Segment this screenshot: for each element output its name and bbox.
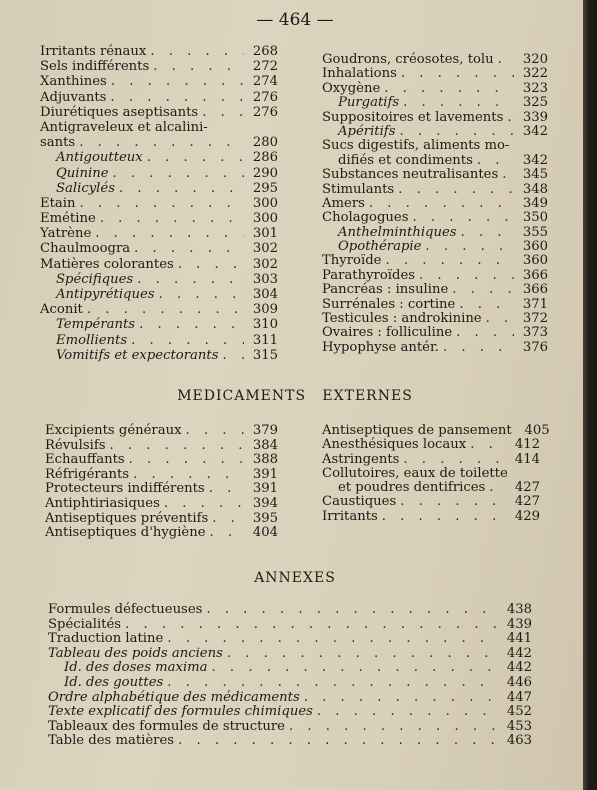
- toc-entry-label: Suppositoires et lavements: [322, 109, 504, 125]
- toc-entry-label: Emollients: [56, 332, 128, 348]
- toc-entry: [45, 424, 278, 439]
- toc-entry: [40, 272, 278, 287]
- toc-entry: [48, 661, 532, 676]
- toc-entry-label: Antiseptiques d'hygiène: [45, 525, 206, 541]
- toc-entry-label: Diurétiques aseptisants: [40, 104, 199, 120]
- dot-leader: [403, 96, 514, 110]
- toc-entry-label: Collutoires, eaux de toilette: [322, 465, 508, 481]
- toc-entry: [48, 676, 532, 691]
- toc-entry-label: Cholagogues: [322, 210, 409, 226]
- toc-entry-page: 360: [522, 253, 548, 269]
- toc-entry-label: Caustiques: [322, 494, 397, 510]
- toc-entry: [322, 298, 548, 312]
- dot-leader: [369, 197, 514, 211]
- dot-leader: [399, 125, 514, 139]
- dot-leader: [178, 257, 244, 272]
- toc-entry: [40, 44, 278, 59]
- toc-entry-page: 315: [252, 347, 278, 363]
- toc-entry-page: 342: [522, 152, 548, 168]
- toc-entry-label: Tableaux des formules de structure: [48, 718, 285, 734]
- toc-entry-page: 391: [252, 481, 278, 497]
- dot-leader: [100, 211, 244, 226]
- dot-leader: [477, 154, 514, 168]
- toc-entry-label: sants: [40, 135, 76, 151]
- toc-entry: [40, 333, 278, 348]
- dot-leader: [304, 691, 498, 706]
- dot-leader: [413, 211, 515, 225]
- toc-entry-label: et poudres dentifrices: [338, 480, 486, 496]
- toc-entry: [40, 257, 278, 272]
- toc-entry-label: Traduction latine: [48, 631, 164, 647]
- toc-column-internal-left: [40, 44, 278, 363]
- toc-entry-page: 373: [522, 325, 548, 341]
- toc-entry-label: Tableau des poids anciens: [48, 645, 223, 661]
- toc-entry: [40, 348, 278, 363]
- toc-entry-label: Stimulants: [322, 181, 395, 197]
- toc-entry-page: 350: [522, 210, 548, 226]
- toc-entry: [322, 438, 540, 452]
- toc-entry-label: Réfrigérants: [45, 466, 130, 482]
- toc-entry-page: 325: [522, 95, 548, 111]
- toc-entry-label: Astringents: [322, 451, 400, 467]
- toc-entry-label: Table des matières: [48, 733, 175, 749]
- toc-entry: [322, 341, 548, 355]
- toc-entry: [322, 211, 548, 225]
- toc-entry-label: Etain: [40, 195, 76, 211]
- toc-entry-page: 360: [522, 239, 548, 255]
- toc-entry: [322, 254, 548, 268]
- toc-entry-page: 309: [252, 302, 278, 318]
- toc-entry-page: 366: [522, 282, 548, 298]
- toc-entry-page: 302: [252, 256, 278, 272]
- dot-leader: [401, 67, 514, 81]
- toc-entry-label: Antipyrétiques: [56, 287, 155, 302]
- toc-entry-label: Opothérapie: [338, 239, 422, 255]
- dot-leader: [443, 341, 514, 355]
- dot-leader: [110, 90, 244, 105]
- toc-entry-label: Spécialités: [48, 616, 122, 632]
- toc-entry-page: 447: [506, 689, 532, 705]
- dot-leader: [385, 254, 514, 268]
- toc-entry: [322, 240, 548, 254]
- toc-entry-page: 348: [522, 181, 548, 197]
- toc-entry-label: Anesthésiques locaux: [322, 437, 467, 453]
- toc-entry-label: Vomitifs et expectorants: [56, 347, 219, 363]
- toc-entry: [322, 139, 548, 153]
- dot-leader: [164, 497, 244, 512]
- dot-leader: [113, 166, 244, 181]
- toc-entry-label: Texte explicatif des formules chimiques: [48, 704, 313, 720]
- dot-leader: [486, 312, 514, 326]
- toc-entry: [48, 647, 532, 662]
- dot-leader: [222, 348, 244, 363]
- toc-entry: [322, 125, 548, 139]
- dot-leader: [167, 632, 498, 647]
- toc-entry-page: 310: [252, 317, 278, 333]
- toc-entry-page: 300: [252, 195, 278, 211]
- toc-entry: [322, 53, 548, 67]
- toc-entry-label: Irritants: [322, 508, 378, 524]
- toc-entry-page: 355: [522, 224, 548, 240]
- toc-entry: [322, 481, 540, 495]
- toc-entry: [45, 453, 278, 468]
- toc-entry-page: 388: [252, 452, 278, 468]
- dot-leader: [425, 240, 514, 254]
- toc-entry: [40, 90, 278, 105]
- toc-entry-label: Pancréas : insuline: [322, 282, 449, 298]
- dot-leader: [212, 661, 498, 676]
- toc-entry: [48, 632, 532, 647]
- toc-entry-page: 304: [252, 287, 278, 302]
- toc-entry-label: Goudrons, créosotes, tolu: [322, 52, 494, 67]
- dot-leader: [95, 226, 244, 241]
- dot-leader: [125, 618, 498, 633]
- toc-entry-page: 301: [252, 226, 278, 242]
- dot-leader: [489, 481, 506, 495]
- toc-entry: [322, 312, 548, 326]
- dot-leader: [137, 272, 244, 287]
- toc-entry-label: Amers: [322, 195, 365, 211]
- toc-entry-page: 404: [252, 525, 278, 541]
- toc-entry-label: Thyroïde: [322, 253, 382, 269]
- toc-entry: [322, 453, 540, 467]
- dot-leader: [212, 512, 244, 527]
- toc-entry: [45, 468, 278, 483]
- toc-entry-page: 427: [514, 494, 540, 510]
- toc-column-external-right: [322, 423, 550, 524]
- dot-leader: [384, 82, 514, 96]
- toc-entry-label: Yatrène: [40, 226, 92, 242]
- dot-leader: [507, 111, 514, 125]
- dot-leader: [209, 482, 244, 497]
- toc-entry-page: 295: [252, 180, 278, 196]
- dot-leader: [150, 44, 244, 59]
- dot-leader: [210, 526, 244, 541]
- toc-entry: [322, 82, 548, 96]
- toc-entry: [48, 734, 532, 749]
- toc-entry: [48, 691, 532, 706]
- toc-entry: [40, 181, 278, 196]
- dot-leader: [119, 181, 244, 196]
- toc-entry-page: 320: [522, 52, 548, 67]
- toc-entry: [322, 154, 548, 168]
- toc-entry: [322, 423, 550, 438]
- toc-entry-label: Parathyroïdes: [322, 267, 416, 283]
- toc-entry-page: 429: [514, 508, 540, 524]
- dot-leader: [419, 269, 514, 283]
- toc-entry: [322, 111, 548, 125]
- toc-entry: [48, 618, 532, 633]
- page-number: — 464 —: [256, 10, 334, 30]
- toc-column-internal-right: [322, 53, 548, 355]
- toc-entry-page: 286: [252, 150, 278, 166]
- toc-entry-page: 441: [506, 631, 532, 647]
- toc-entry-label: difiés et condiments: [338, 152, 473, 168]
- toc-entry-label: Sucs digestifs, aliments mo-: [322, 138, 510, 154]
- toc-entry-page: 463: [506, 733, 532, 749]
- toc-entry: [40, 59, 278, 74]
- dot-leader: [80, 196, 245, 211]
- toc-entry-page: 345: [522, 167, 548, 183]
- toc-entry-page: 442: [506, 645, 532, 661]
- toc-entry-page: 276: [252, 104, 278, 120]
- dot-leader: [134, 241, 244, 256]
- toc-entry-page: 311: [252, 332, 278, 348]
- dot-leader: [456, 326, 514, 340]
- toc-entry: [322, 226, 548, 240]
- dot-leader: [502, 168, 514, 182]
- toc-entry-page: 384: [252, 437, 278, 453]
- toc-entry-page: 379: [252, 423, 278, 438]
- toc-entry-page: 323: [522, 80, 548, 96]
- toc-entry-page: 342: [522, 123, 548, 139]
- toc-entry-label: Antiseptiques préventifs: [45, 510, 209, 526]
- toc-entry: [40, 135, 278, 150]
- toc-entry-label: Spécifiques: [56, 271, 134, 287]
- toc-entry-label: Echauffants: [45, 452, 125, 468]
- toc-entry: [322, 96, 548, 110]
- toc-entry-page: 395: [252, 510, 278, 526]
- toc-entry-page: 452: [506, 704, 532, 720]
- toc-entry-label: Quinine: [56, 165, 109, 181]
- dot-leader: [159, 287, 244, 302]
- toc-entry: [48, 705, 532, 720]
- toc-entry-label: Salicylés: [56, 180, 115, 196]
- toc-entry: [322, 510, 540, 524]
- dot-leader: [461, 226, 514, 240]
- toc-entry: [45, 526, 278, 541]
- toc-entry: [322, 183, 548, 197]
- dot-leader: [147, 150, 244, 165]
- dot-leader: [186, 424, 244, 439]
- dot-leader: [498, 53, 514, 67]
- toc-entry-label: Apéritifs: [338, 123, 396, 139]
- toc-entry-label: Id. des gouttes: [64, 674, 164, 690]
- toc-entry-label: Antigoutteux: [56, 150, 143, 166]
- toc-entry-page: 442: [506, 660, 532, 676]
- toc-entry-page: 371: [522, 296, 548, 312]
- toc-entry-label: Sels indifférents: [40, 59, 150, 75]
- toc-entry-label: Aconit: [40, 302, 83, 318]
- dot-leader: [167, 676, 498, 691]
- toc-entry-page: 303: [252, 271, 278, 287]
- toc-entry: [40, 211, 278, 226]
- toc-entry-page: 339: [522, 109, 548, 125]
- toc-entry-page: 439: [506, 616, 532, 632]
- toc-entry-page: 391: [252, 466, 278, 482]
- dot-leader: [139, 317, 244, 332]
- dot-leader: [400, 495, 506, 509]
- toc-entry-label: Formules défectueuses: [48, 602, 203, 617]
- toc-entry: [322, 326, 548, 340]
- dot-leader: [131, 333, 244, 348]
- toc-entry-label: Ordre alphabétique des médicaments: [48, 689, 300, 705]
- toc-entry-label: Emétine: [40, 211, 96, 227]
- dot-leader: [111, 74, 244, 89]
- toc-entry: [40, 317, 278, 332]
- toc-entry-page: 290: [252, 165, 278, 181]
- toc-entry-page: 394: [252, 495, 278, 511]
- toc-entry-label: Antigraveleux et alcalini-: [40, 119, 208, 135]
- toc-entry: [45, 512, 278, 527]
- page-edge-shadow: [583, 0, 590, 790]
- toc-entry-label: Anthelminthiques: [338, 224, 457, 240]
- dot-leader: [382, 510, 506, 524]
- toc-entry-label: Ovaires : folliculine: [322, 325, 453, 341]
- toc-entry: [48, 603, 532, 618]
- toc-column-annexes: [48, 603, 532, 749]
- dot-leader: [227, 647, 498, 662]
- section-heading-externes: MEDICAMENTS EXTERNES: [177, 388, 413, 404]
- toc-entry: [45, 439, 278, 454]
- toc-entry-label: Chaulmoogra: [40, 241, 131, 257]
- toc-entry: [45, 482, 278, 497]
- toc-entry-page: 274: [252, 74, 278, 90]
- toc-entry-label: Excipients généraux: [45, 423, 182, 438]
- toc-entry-label: Tempérants: [56, 317, 136, 333]
- toc-entry-label: Adjuvants: [40, 89, 107, 105]
- toc-entry-label: Antiphtiriasiques: [45, 495, 160, 511]
- toc-entry: [40, 226, 278, 241]
- toc-entry: [40, 150, 278, 165]
- toc-entry-page: 376: [522, 339, 548, 355]
- toc-entry: [40, 241, 278, 256]
- toc-entry-page: 300: [252, 211, 278, 227]
- toc-entry: [322, 269, 548, 283]
- toc-entry: [322, 467, 540, 481]
- toc-entry-page: 372: [522, 311, 548, 327]
- toc-entry-page: 280: [252, 135, 278, 151]
- dot-leader: [470, 438, 506, 452]
- dot-leader: [403, 453, 506, 467]
- dot-leader: [206, 603, 498, 618]
- toc-entry-page: 414: [514, 451, 540, 467]
- toc-entry-page: 405: [524, 423, 550, 438]
- toc-entry-page: 268: [252, 44, 278, 59]
- dot-leader: [289, 720, 498, 735]
- toc-entry: [40, 196, 278, 211]
- toc-entry-page: 427: [514, 480, 540, 496]
- toc-entry: [322, 283, 548, 297]
- toc-entry-page: 349: [522, 195, 548, 211]
- section-heading-annexes: ANNEXES: [254, 570, 336, 586]
- toc-entry-label: Xanthines: [40, 74, 107, 90]
- toc-entry: [322, 168, 548, 182]
- toc-entry-label: Oxygène: [322, 80, 381, 96]
- toc-entry-page: 302: [252, 241, 278, 257]
- toc-entry-label: Purgatifs: [338, 95, 400, 111]
- toc-entry: [40, 302, 278, 317]
- toc-entry: [40, 287, 278, 302]
- dot-leader: [79, 135, 244, 150]
- toc-entry-label: Testicules : androkinine: [322, 311, 482, 327]
- dot-leader: [202, 105, 244, 120]
- toc-entry-page: 412: [514, 437, 540, 453]
- toc-entry-page: 438: [506, 602, 532, 617]
- toc-entry: [322, 495, 540, 509]
- dot-leader: [452, 283, 514, 297]
- toc-entry-label: Antiseptiques de pansement: [322, 423, 512, 438]
- toc-entry-label: Substances neutralisantes: [322, 167, 499, 183]
- dot-leader: [459, 298, 514, 312]
- toc-entry-page: 322: [522, 66, 548, 82]
- toc-entry: [45, 497, 278, 512]
- toc-entry-label: Protecteurs indifférents: [45, 481, 205, 497]
- dot-leader: [398, 183, 514, 197]
- toc-entry-page: 453: [506, 718, 532, 734]
- toc-entry-label: Surrénales : cortine: [322, 296, 456, 312]
- toc-entry-page: 446: [506, 674, 532, 690]
- toc-entry: [322, 67, 548, 81]
- dot-leader: [153, 59, 244, 74]
- toc-entry: [48, 720, 532, 735]
- toc-entry-label: Inhalations: [322, 66, 397, 82]
- toc-entry: [322, 197, 548, 211]
- toc-entry-page: 276: [252, 89, 278, 105]
- dot-leader: [87, 302, 244, 317]
- toc-entry-page: 366: [522, 267, 548, 283]
- toc-entry-label: Irritants rénaux: [40, 44, 147, 59]
- dot-leader: [317, 705, 498, 720]
- dot-leader: [110, 439, 244, 454]
- dot-leader: [129, 453, 244, 468]
- toc-entry-label: Hypophyse antér.: [322, 339, 439, 355]
- toc-entry-label: Id. des doses maxima: [64, 660, 208, 676]
- toc-entry: [40, 166, 278, 181]
- toc-column-external-left: [45, 424, 278, 541]
- toc-entry: [40, 105, 278, 120]
- toc-entry-page: 272: [252, 59, 278, 75]
- dot-leader: [133, 468, 244, 483]
- toc-entry-label: Matières colorantes: [40, 256, 174, 272]
- toc-entry: [40, 120, 278, 135]
- toc-entry: [40, 74, 278, 89]
- toc-entry-label: Révulsifs: [45, 437, 106, 453]
- dot-leader: [178, 734, 498, 749]
